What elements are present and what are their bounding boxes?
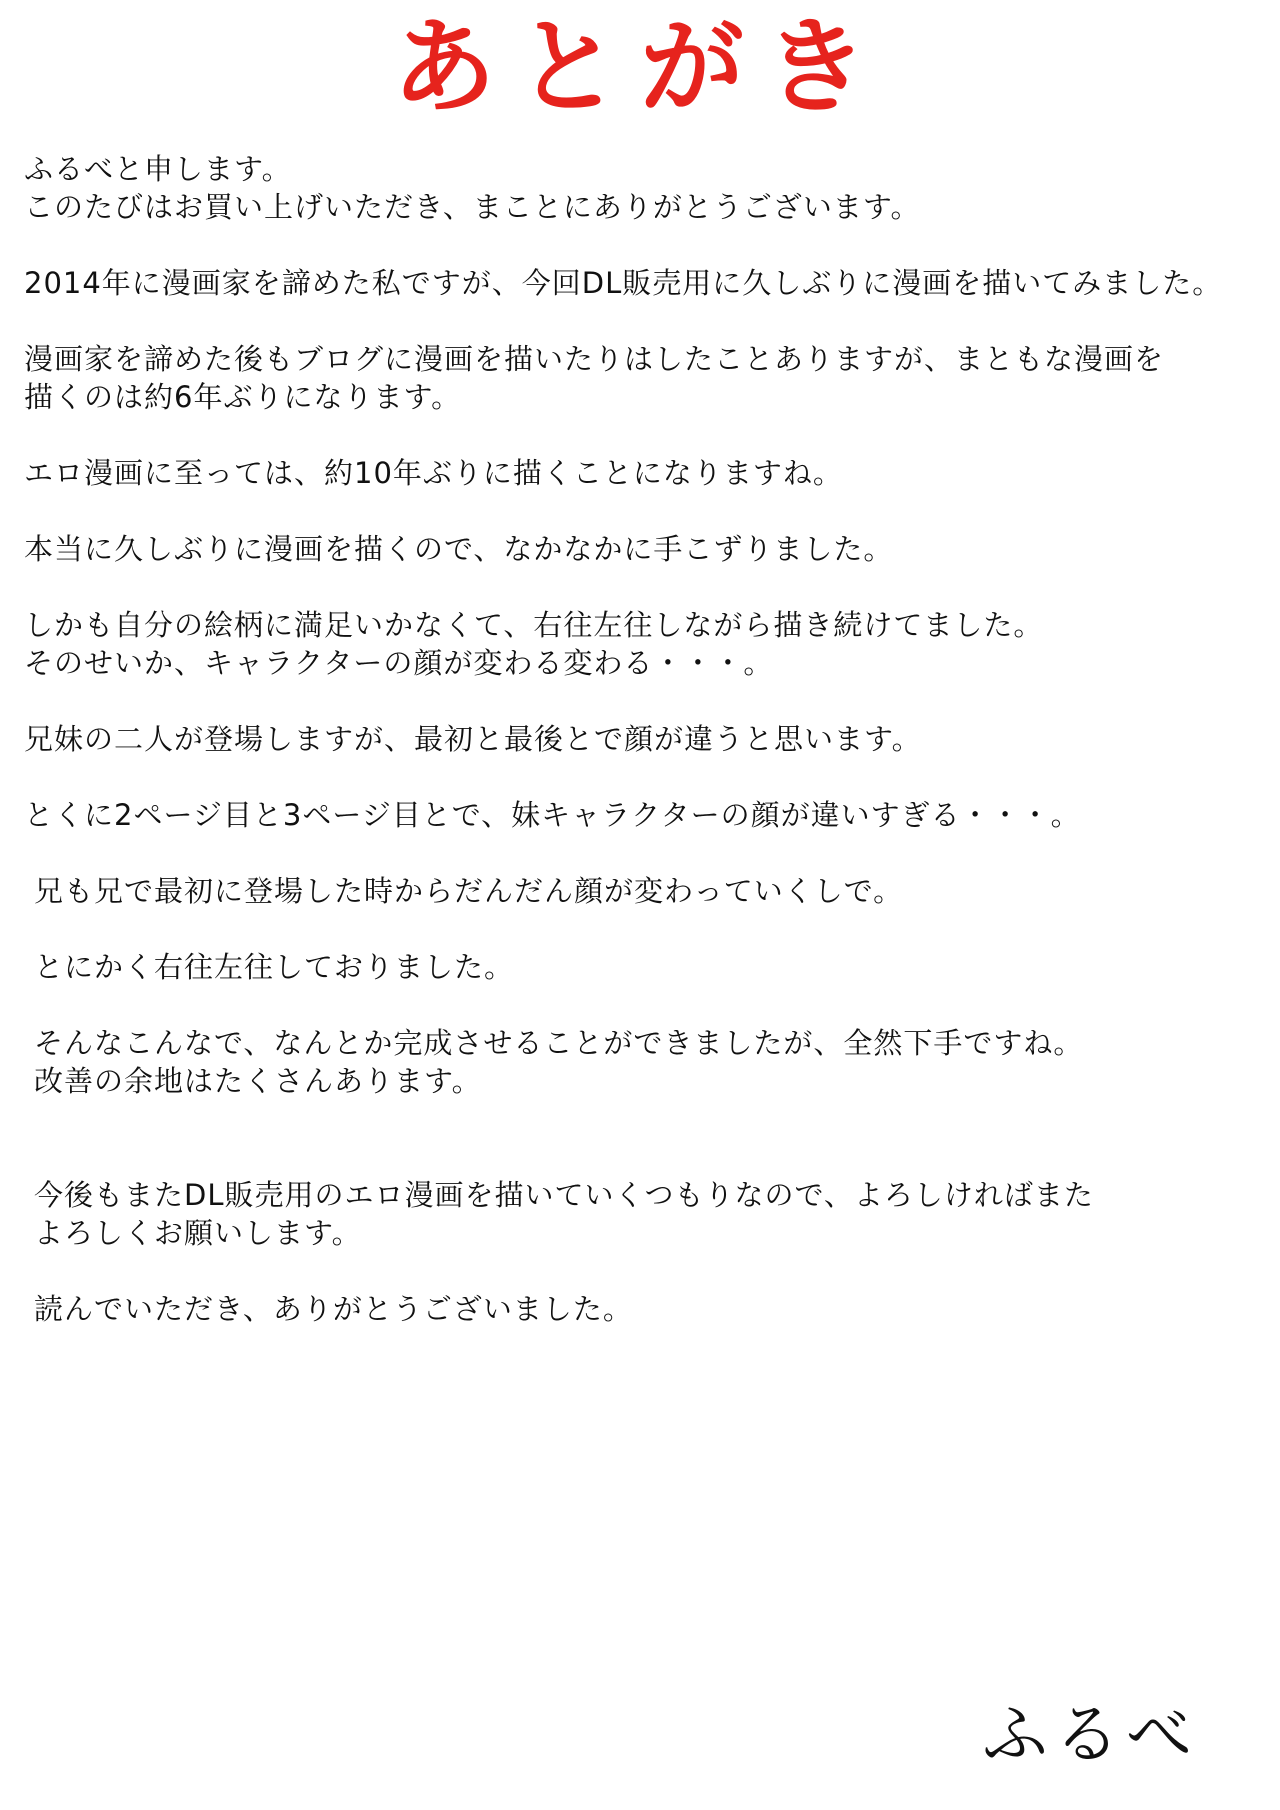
text-line: 改善の余地はたくさんあります。 [34, 1064, 482, 1098]
text-line: そのせいか、キャラクターの顔が変わる変わる・・・。 [24, 646, 774, 680]
text-line: 読んでいただき、ありがとうございました。 [34, 1292, 633, 1326]
text-line: 2014年に漫画家を諦めた私ですが、今回DL販売用に久しぶりに漫画を描いてみました。 [24, 266, 1223, 300]
text-line: 兄妹の二人が登場しますが、最初と最後とで顔が違うと思います。 [24, 722, 922, 756]
text-line: とくに2ページ目と3ページ目とで、妹キャラクターの顔が違いすぎる・・・。 [24, 798, 1081, 832]
text-line: このたびはお買い上げいただき、まことにありがとうございます。 [24, 190, 921, 224]
paragraph [24, 264, 1264, 302]
page-title: あとがき [391, 6, 888, 128]
text-line: よろしくお願いします。 [34, 1216, 362, 1250]
text-line: とにかく右往左往しておりました。 [34, 950, 515, 984]
paragraph [24, 340, 1264, 416]
text-line: エロ漫画に至っては、約10年ぶりに描くことになりますね。 [24, 456, 843, 490]
text-line: 描くのは約6年ぶりになります。 [24, 380, 462, 414]
paragraph [24, 530, 1264, 568]
text-line: 本当に久しぶりに漫画を描くので、なかなかに手こずりました。 [24, 532, 894, 566]
author-signature: ふるべ [982, 1696, 1198, 1773]
paragraph [24, 872, 1264, 910]
paragraph [24, 1176, 1264, 1252]
paragraph [24, 454, 1264, 492]
paragraph-closing [24, 1290, 1264, 1328]
paragraph [24, 606, 1264, 682]
paragraph-greeting [24, 150, 1264, 226]
text-line: 兄も兄で最初に登場した時からだんだん顔が変わっていくしで。 [34, 874, 904, 908]
text-line: 漫画家を諦めた後もブログに漫画を描いたりはしたことありますが、まともな漫画を [24, 342, 1165, 376]
text-line: しかも自分の絵柄に満足いかなくて、右往左往しながら描き続けてました。 [24, 608, 1044, 642]
text-line: 今後もまたDL販売用のエロ漫画を描いていくつもりなので、よろしければまた [34, 1178, 1094, 1212]
paragraph [24, 1024, 1264, 1100]
paragraph [24, 720, 1264, 758]
text-line: ふるべと申します。 [24, 152, 292, 186]
paragraph [24, 948, 1264, 986]
afterword-body [24, 150, 1264, 1366]
text-line: そんなこんなで、なんとか完成させることができましたが、全然下手ですね。 [34, 1026, 1084, 1060]
paragraph [24, 796, 1264, 834]
